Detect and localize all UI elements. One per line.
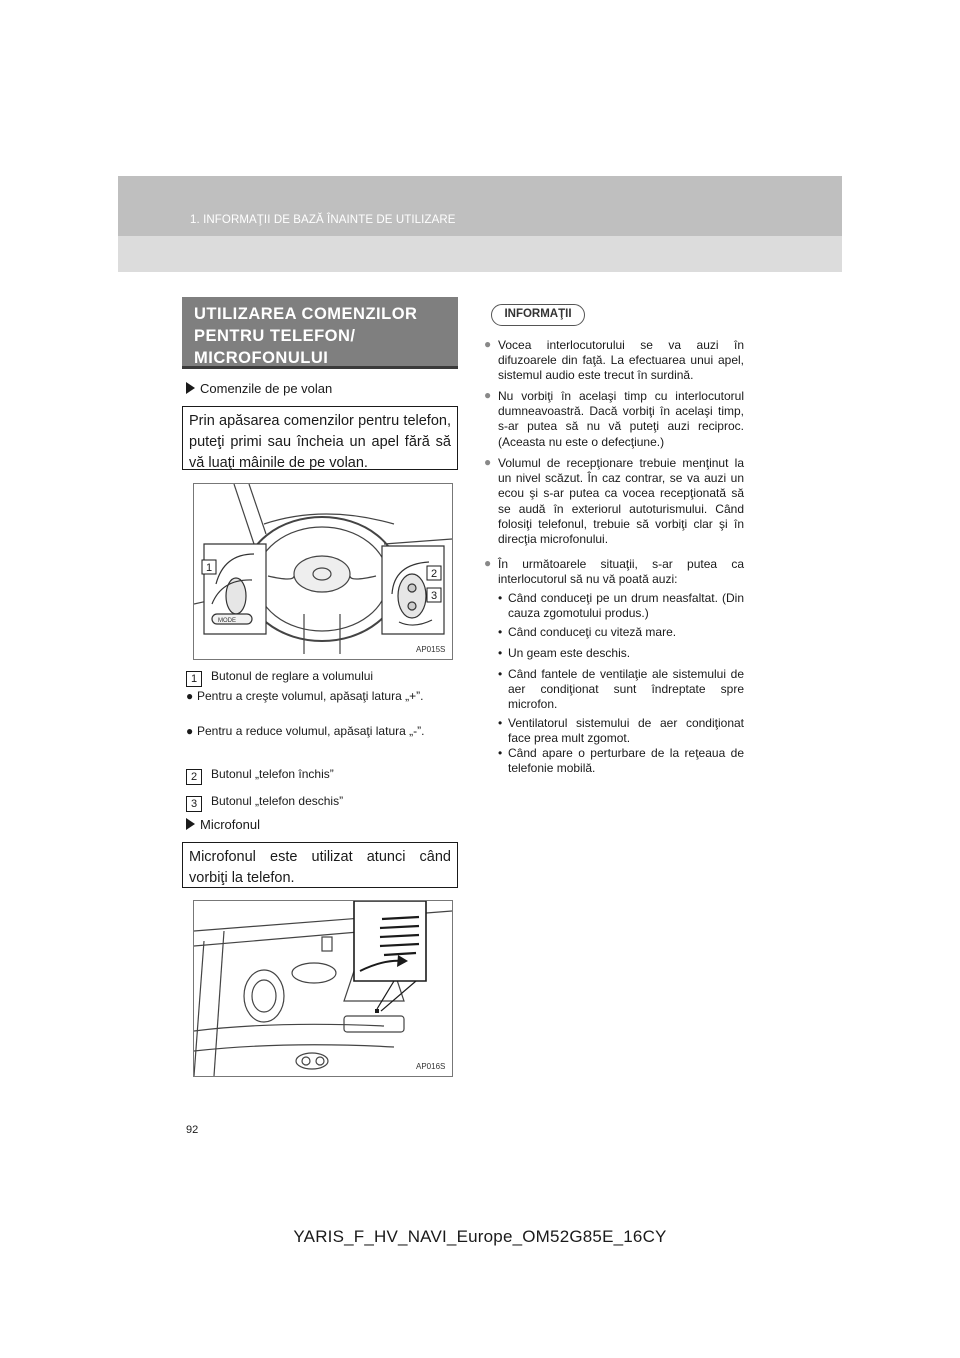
item-hang-up-button [186,767,334,785]
document-code: YARIS_F_HV_NAVI_Europe_OM52G85E_16CY [293,1227,667,1246]
info-bullet-icon: ● [484,556,492,570]
steering-switches-heading [186,381,332,396]
sub-bullet: • [498,716,503,730]
info-sub-text-4: Când fantele de ventilaţie ale sistemului de aer condiţionat sunt îndreptate spre microfon. [508,667,744,712]
callout-2-label: 2 [430,568,438,580]
microphone-illustration [194,901,452,1076]
microphone-heading [186,817,260,832]
info-bullet-icon: ● [484,455,492,469]
callout-3-label: 3 [430,590,438,602]
info-text-4: În următoarele situaţii, s-ar putea ca interlocutorul să nu vă poată auzi: [498,557,744,587]
figure2-code: AP016S [416,1062,446,1071]
info-text-3: Volumul de recepţionare trebuie menţinut la un nivel scăzut. În caz contrar, se va auzi un ecou şi s-ar putea ca vocea recepţionată să se audă în exteriorul autoturismului. Când folosiţi telefonul, trebuie să vorbiţi clar şi în direcţia microfonului. [498,456,744,547]
info-sub-item-5 [498,716,744,746]
item-number-3: 3 [186,796,202,812]
item-text-1: Butonul de reglare a volumului [211,669,374,683]
chapter-title: 1. INFORMAŢII DE BAZĂ ÎNAINTE DE UTILIZARE [190,214,456,226]
info-sub-item-3 [498,646,744,661]
info-item-2 [484,389,744,450]
section-title: UTILIZAREA COMENZILOR PENTRU TELEFON/ MICROFONULUI [182,297,458,369]
info-sub-text-6: Când apare o perturbare de la reţeaua de telefonie mobilă. [508,746,744,776]
info-sub-item-4 [498,667,744,713]
microphone-label: Microfonul [200,817,260,832]
info-sub-text-2: Când conduceţi cu viteză mare. [508,625,677,639]
volume-down-bullet [186,724,458,739]
header-strip [118,176,842,236]
figure1-code: AP015S [416,645,446,654]
volume-up-bullet [186,689,458,704]
volume-up-text: Pentru a creşte volumul, apăsaţi latura „+”. [197,689,424,703]
sub-bullet: • [498,646,503,660]
arrow-right-icon [186,382,195,394]
info-sub-item-1 [498,591,744,621]
info-badge: INFORMAŢII [491,304,585,326]
bullet-dot: ● [186,689,194,703]
info-item-1 [484,338,744,384]
info-sub-text-5: Ventilatorul sistemului de aer condiţionat face prea mult zgomot. [508,716,744,746]
sub-bullet: • [498,625,503,639]
microphone-intro-box: Microfonul este utilizat atunci când vorbiţi la telefon. [182,842,458,888]
steering-switches-label: Comenzile de pe volan [200,381,333,396]
item-text-2: Butonul „telefon închis” [211,767,334,781]
sub-bullet: • [498,667,503,681]
sub-bullet: • [498,746,503,760]
item-number-2: 2 [186,769,202,785]
info-sub-item-6 [498,746,744,776]
info-sub-text-1: Când conduceţi pe un drum neasfaltat. (Din cauza zgomotului produs.) [508,591,744,621]
mode-button-label: MODE [218,618,236,624]
bullet-dot: ● [186,724,194,738]
arrow-right-icon [186,818,195,830]
steering-wheel-illustration [194,484,452,659]
callout-1-label: 1 [205,562,213,574]
info-bullet-icon: ● [484,337,492,351]
microphone-figure [193,900,453,1077]
info-text-1: Vocea interlocutorului se va auzi în difuzoarele din faţă. La efectuarea unui apel, sistemul audio este trecut în surdină. [498,338,744,383]
info-sub-item-2 [498,625,744,640]
info-sub-text-3: Un geam este deschis. [508,646,631,660]
info-item-4 [484,557,744,587]
item-text-3: Butonul „telefon deschis” [211,794,344,808]
steering-wheel-figure [193,483,453,660]
info-bullet-icon: ● [484,388,492,402]
page-number: 92 [186,1124,199,1136]
header-band [118,176,842,272]
steering-intro-box: Prin apăsarea comenzilor pentru telefon, puteţi primi sau încheia un apel fără să vă luaţi mâinile de pe volan. [182,406,458,470]
info-text-2: Nu vorbiţi în acelaşi timp cu interlocutorul dumneavoastră. Dacă vorbiţi în acelaşi timp, s-ar putea să nu vă puteţi auzi reciproc. (Aceasta nu este o defecţiune.) [498,389,744,449]
item-pick-up-button [186,794,343,812]
item-number-1: 1 [186,671,202,687]
info-item-3 [484,456,744,547]
sub-bullet: • [498,591,503,605]
volume-down-text: Pentru a reduce volumul, apăsaţi latura „-”. [197,724,425,738]
item-volume-button [186,669,373,687]
